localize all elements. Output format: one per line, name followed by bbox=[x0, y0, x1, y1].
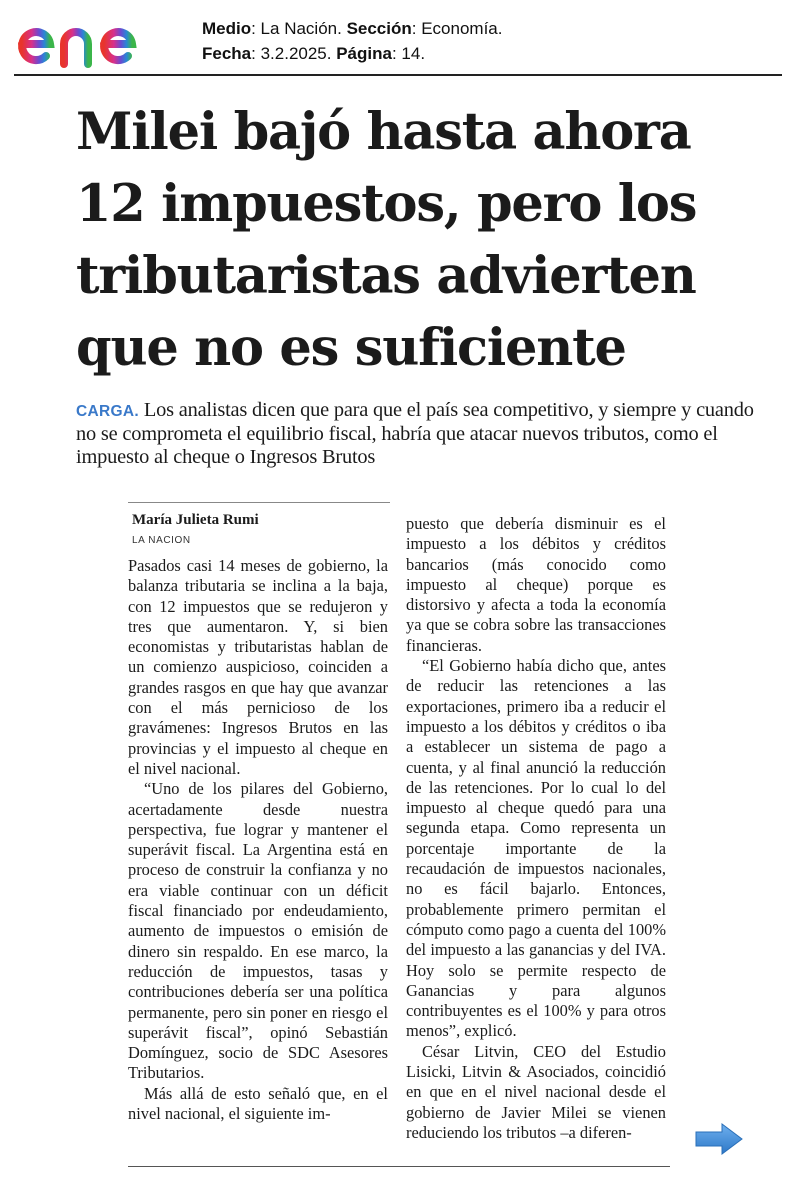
byline-divider bbox=[128, 502, 390, 503]
deck-kicker: CARGA. bbox=[76, 403, 139, 420]
article-deck bbox=[76, 399, 776, 469]
seccion-value: : Economía. bbox=[411, 19, 503, 38]
paragraph: puesto que debería disminuir es el impuesto a los débitos y créditos bancarios (más conocido como impuesto al cheque) porque es distorsivo y afecta a toda la economía ya que se cobra sobre las transacciones financieras. bbox=[406, 514, 666, 655]
medio-label: Medio bbox=[202, 19, 252, 38]
paragraph: “Uno de los pilares del Gobierno, acertadamente desde nuestra perspectiva, fue lograr y mantener el superávit fiscal. La Argentina está en proceso de construir la confianza y no era viable continuar con un déficit fiscal financiado por endeudamiento, aumento de impuestos o emisión de dinero sin respaldo. En ese marco, la reducción de impuestos, tasas y contribuciones debería ser una política permanente, pero sin poner en riesgo el superávit fiscal”, opinó Sebastián Domínguez, socio de SDC Asesores Tributarios. bbox=[128, 779, 388, 1083]
article-column-2 bbox=[406, 514, 666, 1143]
document-header bbox=[0, 0, 800, 76]
fecha-line bbox=[202, 41, 502, 66]
paragraph: “El Gobierno había dicho que, antes de reducir las retenciones a las exportaciones, primero iba a reducir el impuesto a los débitos y créditos o iba a establecer un sistema de pago a cuenta, y al final anunció la reducción de las retenciones. Por lo cual lo del impuesto al cheque quedó para una segunda etapa. Como representa un porcentaje importante de la recaudación de impuestos nacionales, no es fácil bajarlo. Entonces, probablemente primero permitan el cómputo como pago a cuenta del 100% del impuesto a las ganancias y del IVA. Hoy solo se permite respecto de Ganancias y para algunos contribuyentes es el 100% y para otros menos”, explicó. bbox=[406, 656, 666, 1041]
arrow-right-icon[interactable] bbox=[694, 1122, 744, 1156]
paragraph: Pasados casi 14 meses de gobierno, la balanza tributaria se inclina a la baja, con 12 impuestos que se redujeron y tres que aumentaron. Y, si bien economistas y tributaristas hablan de un comienzo auspicioso, coinciden a grandes rasgos en que hay que avanzar con el más pernicioso de los gravámenes: Ingresos Brutos en las provincias y el impuesto al cheque en el nivel nacional. bbox=[128, 556, 388, 778]
medio-line bbox=[202, 16, 502, 41]
fecha-value: : 3.2.2025. bbox=[251, 44, 337, 63]
paragraph: Más allá de esto señaló que, en el nivel nacional, el siguiente im- bbox=[128, 1083, 388, 1124]
fecha-label: Fecha bbox=[202, 44, 252, 63]
paragraph: César Litvin, CEO del Estudio Lisicki, Litvin & Asociados, coincidió en que en el nivel nacional desde el gobierno de Javier Milei se vienen reduciendo los tributos –a diferen- bbox=[406, 1041, 666, 1142]
document-metadata bbox=[202, 16, 502, 66]
footer-divider bbox=[128, 1166, 670, 1167]
header-divider bbox=[14, 74, 782, 76]
pagina-value: : 14. bbox=[391, 44, 426, 63]
deck-text: Los analistas dicen que para que el país sea competitivo, y siempre y cuando no se comprometa el equilibrio fiscal, habría que atacar nuevos tributos, como el impuesto al cheque o Ingresos Brutos bbox=[76, 399, 754, 468]
medio-value: : La Nación. bbox=[251, 19, 347, 38]
enel-logo bbox=[16, 6, 176, 72]
outlet-name: LA NACION bbox=[132, 535, 191, 546]
article-headline: Milei bajó hasta ahora 12 impuestos, pero los tributaristas advierten que no es suficiente bbox=[76, 102, 697, 378]
author-name: María Julieta Rumi bbox=[132, 512, 259, 528]
seccion-label: Sección bbox=[346, 19, 412, 38]
article-column-1 bbox=[128, 556, 388, 1124]
pagina-label: Página bbox=[336, 44, 392, 63]
